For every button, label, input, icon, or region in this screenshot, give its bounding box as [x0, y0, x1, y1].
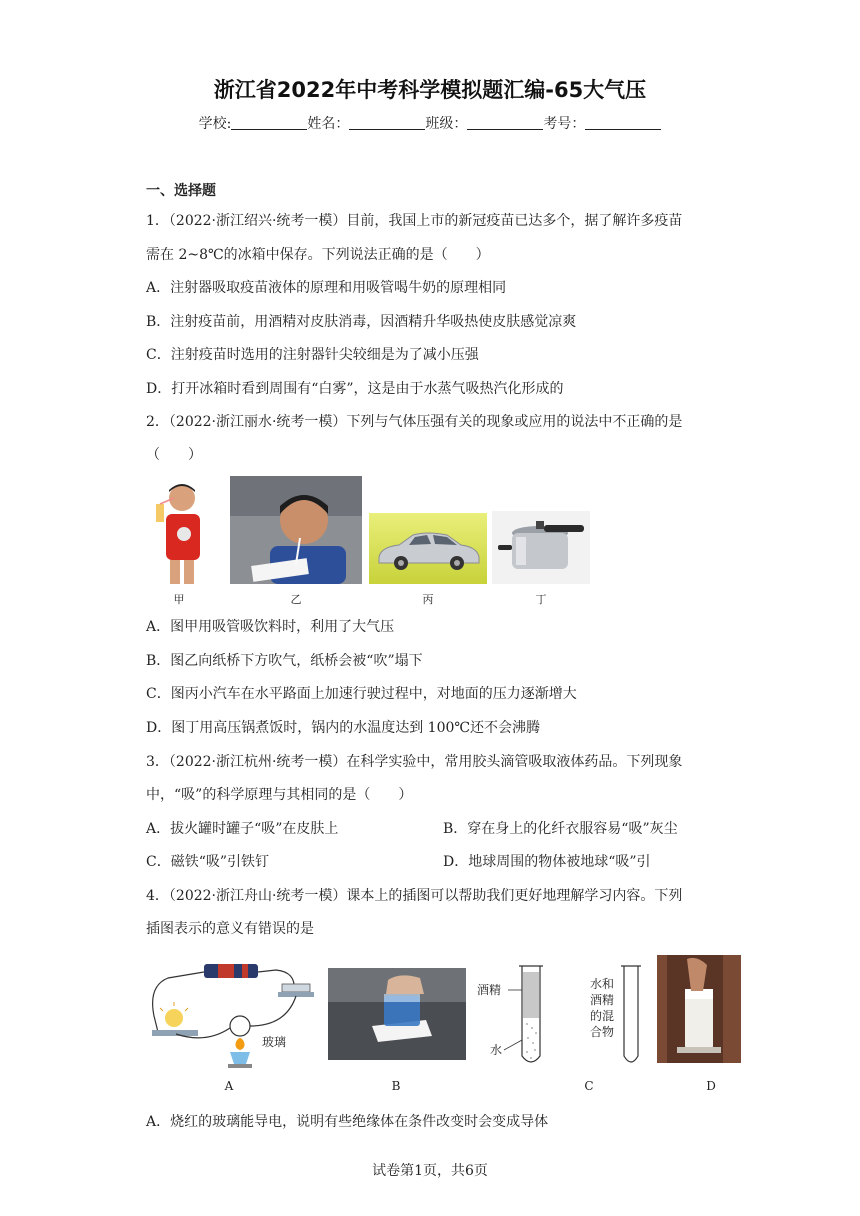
q4-caption-4: D	[706, 1079, 716, 1093]
q1-option-b: B．注射疫苗前，用酒精对皮肤消毒，因酒精升华吸热使皮肤感觉凉爽	[146, 314, 577, 330]
q4-label-mix-3: 的混	[590, 1009, 615, 1023]
q4-label-glass: 玻璃	[262, 1035, 287, 1049]
q2-image-boy-drinking	[146, 478, 212, 586]
q3-option-b: B．穿在身上的化纤衣服容易“吸”灰尘	[443, 821, 678, 837]
q3-option-a: A．拔火罐时罐子“吸”在皮肤上	[146, 821, 339, 837]
q2-option-c: C．图丙小汽车在水平路面上加速行驶过程中，对地面的压力逐渐增大	[146, 686, 577, 702]
exam-no-blank	[585, 115, 661, 130]
q2-caption-1: 甲	[173, 593, 185, 606]
q1-option-a: A．注射器吸取疫苗液体的原理和用吸管喝牛奶的原理相同	[146, 280, 507, 296]
q2-option-b: B．图乙向纸桥下方吹气，纸桥会被“吹”塌下	[146, 653, 423, 669]
q1-option-c: C．注射疫苗时选用的注射器针尖较细是为了减小压强	[146, 347, 479, 363]
q4-figure-water-card	[328, 968, 466, 1060]
class-blank	[467, 115, 543, 130]
school-label: 学校:	[198, 116, 232, 132]
section-heading: 一、选择题	[146, 183, 216, 199]
q3-stem-line2: 中，“吸”的科学原理与其相同的是（ ）	[146, 787, 413, 803]
q4-caption-2: B	[391, 1079, 401, 1093]
q3-option-d: D．地球周围的物体被地球“吸”引	[443, 854, 651, 870]
name-blank	[349, 115, 425, 130]
q3-stem-line1: 3．（2022·浙江杭州·统考一模）在科学实验中，常用胶头滴管吸取液体药品。下列现象	[146, 754, 683, 770]
q4-label-alcohol: 酒精	[477, 983, 502, 997]
q4-figure-tube-mixture	[586, 958, 646, 1070]
q2-stem-line1: 2．（2022·浙江丽水·统考一模）下列与气体压强有关的现象或应用的说法中不正确的是	[146, 414, 683, 430]
q2-image-car	[369, 513, 487, 584]
name-label: 姓名：	[307, 116, 350, 132]
q2-caption-2: 乙	[290, 593, 302, 606]
q1-stem-line1: 1．（2022·浙江绍兴·统考一模）目前，我国上市的新冠疫苗已达多个，据了解许多疫苗	[146, 213, 683, 229]
exam-no-label: 考号：	[543, 116, 586, 132]
page-title: 浙江省2022年中考科学模拟题汇编-65大气压	[213, 78, 647, 102]
q4-option-a: A．烧红的玻璃能导电，说明有些绝缘体在条件改变时会变成导体	[146, 1114, 549, 1130]
q2-stem-line2: （ ）	[146, 447, 202, 463]
q2-option-a: A．图甲用吸管吸饮料时，利用了大气压	[146, 619, 395, 635]
q1-option-d: D．打开冰箱时看到周围有“白雾”，这是由于水蒸气吸热汽化形成的	[146, 381, 564, 397]
q4-label-mix-2: 酒精	[590, 993, 615, 1007]
q2-caption-4: 丁	[535, 593, 547, 606]
student-info	[0, 113, 860, 133]
q4-label-mix-1: 水和	[590, 977, 615, 991]
q4-stem-line2: 插图表示的意义有错误的是	[146, 921, 314, 937]
q4-figure-circuit	[146, 956, 318, 1072]
q2-caption-3: 丙	[422, 593, 434, 606]
q2-image-boy-blowing	[230, 476, 362, 584]
q3-option-c: C．磁铁“吸”引铁钉	[146, 854, 270, 870]
q2-option-d: D．图丁用高压锅煮饭时，锅内的水温度达到 100℃还不会沸腾	[146, 720, 541, 736]
q4-caption-1: A	[224, 1079, 234, 1093]
q4-caption-3: C	[584, 1079, 594, 1093]
q1-stem-line2: 需在 2~8℃的冰箱中保存。下列说法正确的是（ ）	[146, 247, 490, 263]
q4-stem-line1: 4．（2022·浙江舟山·统考一模）课本上的插图可以帮助我们更好地理解学习内容。下列	[146, 888, 683, 904]
q4-label-mix-4: 合物	[590, 1025, 615, 1039]
q4-label-water: 水	[490, 1043, 503, 1057]
class-label: 班级：	[425, 116, 468, 132]
q4-figure-tube-layered	[474, 958, 554, 1070]
q2-image-pressure-cooker	[492, 511, 590, 584]
page-footer: 试卷第1页，共6页	[372, 1163, 488, 1179]
school-blank	[231, 115, 307, 130]
q4-figure-cup-photo	[657, 955, 741, 1063]
